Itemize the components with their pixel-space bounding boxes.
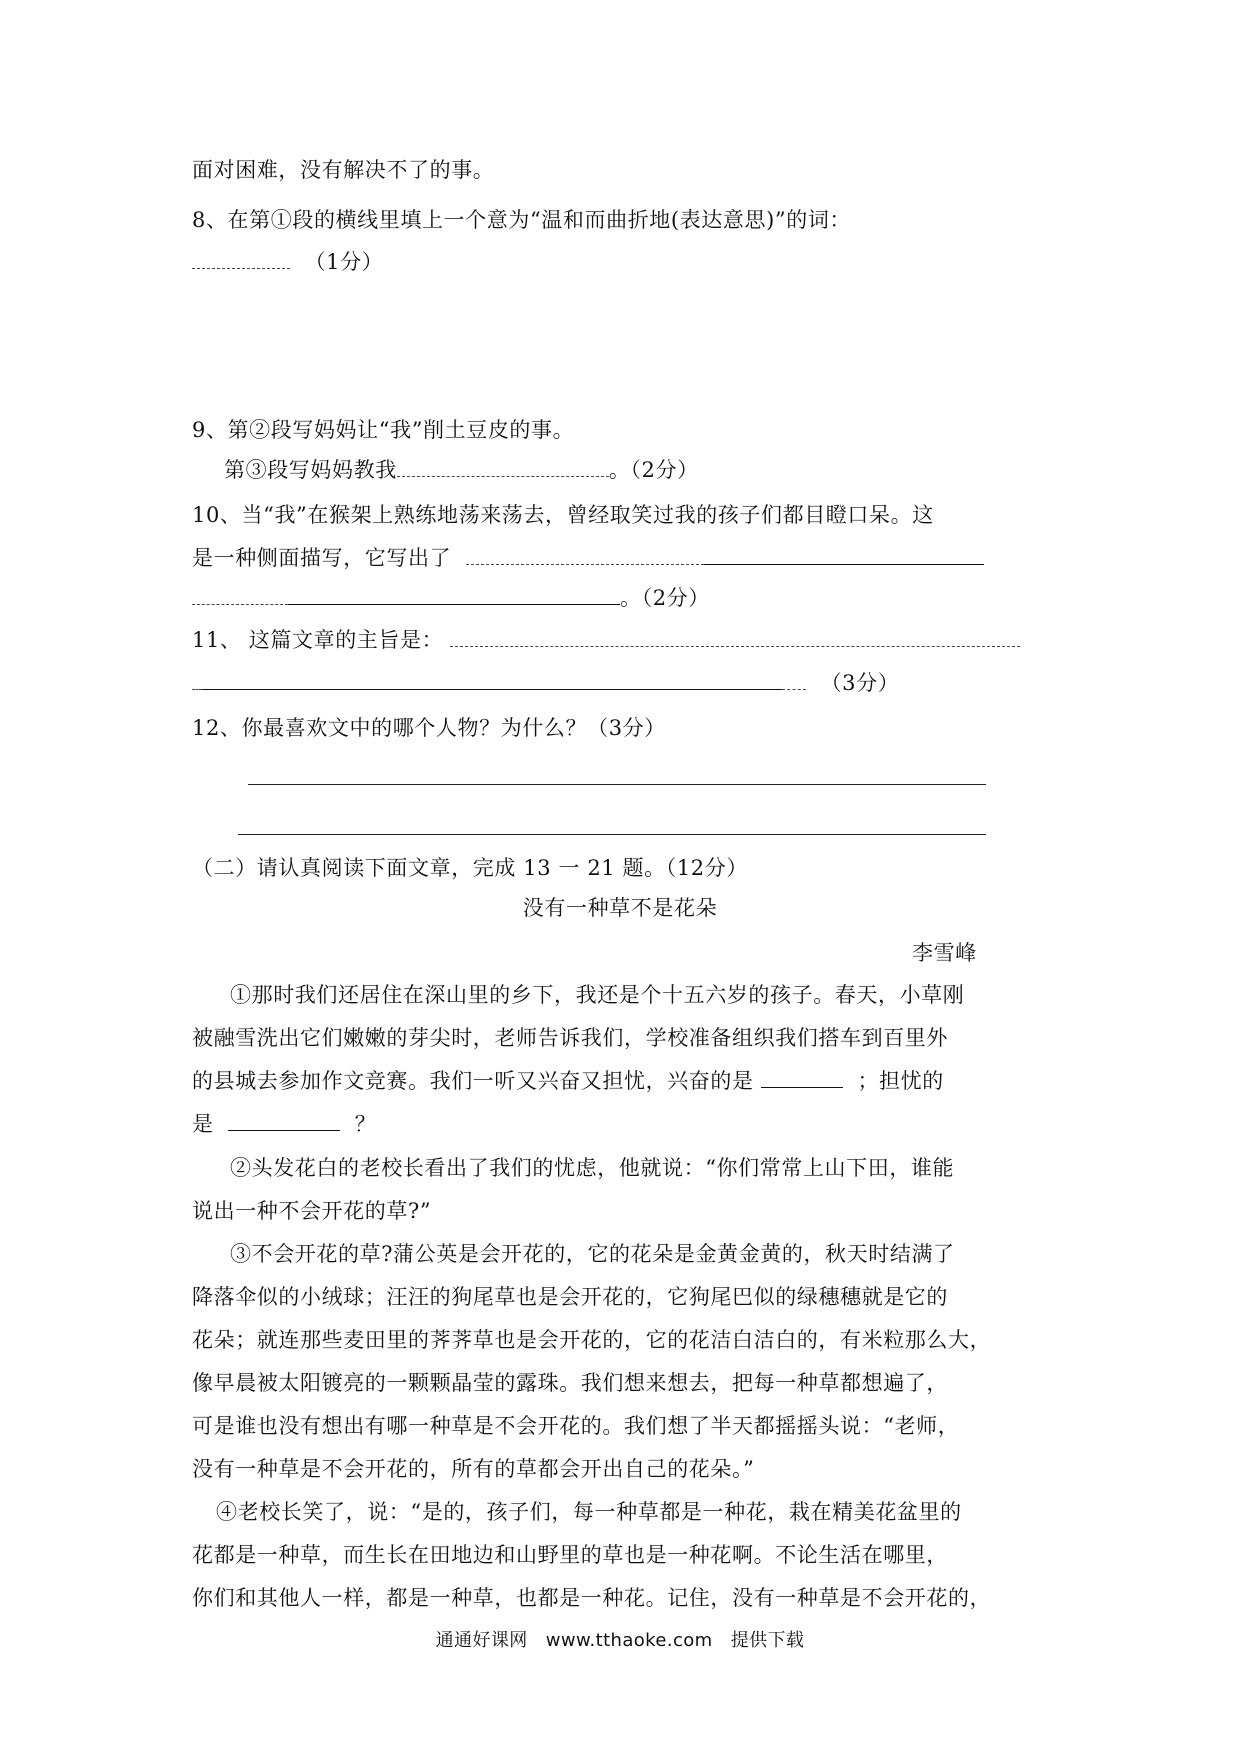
paragraph-1-text: ；担忧的: [857, 1069, 944, 1093]
paragraph-3-line-5: 可是谁也没有想出有哪一种草是不会开花的。我们想了半天都摇摇头说：“老师，: [192, 1414, 960, 1438]
question-10-prompt: 是一种侧面描写，它写出了: [192, 546, 452, 570]
question-8-answer-line: [192, 252, 383, 273]
score-label: 。（2分）: [608, 458, 699, 482]
answer-blank[interactable]: [397, 472, 609, 477]
paragraph-3-line-6: 没有一种草是不会开花的，所有的草都会开出自己的花朵。”: [192, 1457, 755, 1481]
section-2-heading: （二）请认真阅读下面文章，完成 13 一 21 题。（12分）: [192, 856, 748, 880]
paragraph-4-line-2: 花都是一种草，而生长在田地边和山野里的草也是一种花啊。不论生活在哪里，: [192, 1543, 948, 1567]
score-label: （1分）: [304, 250, 384, 274]
question-8: 8、在第①段的横线里填上一个意为“温和而曲折地(表达意思)”的词：: [192, 208, 852, 232]
footer-url[interactable]: www.tthaoke.com: [545, 1630, 713, 1651]
answer-blank[interactable]: [761, 1083, 843, 1088]
paragraph-3-line-2: 降落伞似的小绒球；汪汪的狗尾草也是会开花的，它狗尾巴似的绿穗穗就是它的: [192, 1285, 948, 1309]
paragraph-1-text: 是: [192, 1112, 214, 1136]
paragraph-2-line-1: ②头发花白的老校长看出了我们的忧虑，他就说：“你们常常上山下田，谁能: [230, 1156, 955, 1180]
answer-blank[interactable]: [228, 1126, 340, 1131]
answer-blank[interactable]: [192, 264, 290, 269]
answer-blank[interactable]: [202, 685, 782, 690]
question-11: [192, 630, 1020, 651]
question-11-line-2: [192, 673, 899, 694]
footer-note: 提供下载: [730, 1630, 805, 1651]
answer-rule-2[interactable]: [238, 834, 986, 835]
question-9-line-2: [224, 460, 699, 481]
page-footer: [0, 1626, 1240, 1652]
paragraph-1-text: 的县城去参加作文竞赛。我们一听又兴奋又担忧，兴奋的是: [192, 1069, 754, 1093]
question-9-prompt: 第③段写妈妈教我: [224, 458, 397, 482]
footer-site-name: 通通好课网: [435, 1630, 528, 1651]
paragraph-3-line-3: 花朵；就连那些麦田里的荠荠草也是会开花的，它的花洁白洁白的，有米粒那么大，: [192, 1328, 992, 1352]
question-10: 10、当“我”在猴架上熟练地荡来荡去，曾经取笑过我的孩子们都目瞪口呆。这: [192, 503, 934, 527]
score-label: 。（2分）: [620, 586, 710, 610]
answer-rule-1[interactable]: [248, 784, 986, 785]
article-author: 李雪峰: [912, 941, 977, 965]
paragraph-1-line-4: [192, 1114, 376, 1135]
text-line-continuation: 面对困难，没有解决不了的事。: [192, 158, 495, 182]
question-12: 12、你最喜欢文中的哪个人物？为什么？（3分）: [192, 716, 666, 740]
question-9: 9、第②段写妈妈让“我”削土豆皮的事。: [192, 418, 575, 442]
question-11-prompt: 11、 这篇文章的主旨是：: [192, 628, 444, 652]
paragraph-1-line-2: 被融雪洗出它们嫩嫩的芽尖时，老师告诉我们，学校准备组织我们搭车到百里外: [192, 1026, 948, 1050]
answer-blank[interactable]: [288, 600, 620, 605]
paragraph-1-line-3: [192, 1071, 944, 1092]
answer-blank[interactable]: [466, 560, 704, 565]
answer-blank[interactable]: [192, 685, 202, 690]
paragraph-4-line-1: ④老校长笑了，说：“是的，孩子们，每一种草都是一种花，栽在精美花盆里的: [216, 1500, 962, 1524]
answer-blank[interactable]: [782, 685, 806, 690]
paragraph-3-line-4: 像早晨被太阳镀亮的一颗颗晶莹的露珠。我们想来想去，把每一种草都想遍了，: [192, 1371, 948, 1395]
answer-blank[interactable]: [704, 560, 984, 565]
paragraph-1-text: ？: [354, 1112, 377, 1136]
score-label: （3分）: [820, 671, 900, 695]
answer-blank[interactable]: [192, 600, 288, 605]
question-10-line-3: [192, 588, 710, 609]
paragraph-4-line-3: 你们和其他人一样，都是一种草，也都是一种花。记住，没有一种草是不会开花的，: [192, 1586, 992, 1610]
answer-blank[interactable]: [450, 642, 1020, 647]
article-title: 没有一种草不是花朵: [522, 896, 718, 920]
question-10-line-2: [192, 548, 984, 569]
paragraph-3-line-1: ③不会开花的草?蒲公英是会开花的，它的花朵是金黄金黄的，秋天时结满了: [230, 1242, 955, 1266]
paragraph-1-line-1: ①那时我们还居住在深山里的乡下，我还是个十五六岁的孩子。春天，小草刚: [230, 983, 965, 1007]
paragraph-2-line-2: 说出一种不会开花的草?”: [192, 1199, 432, 1223]
